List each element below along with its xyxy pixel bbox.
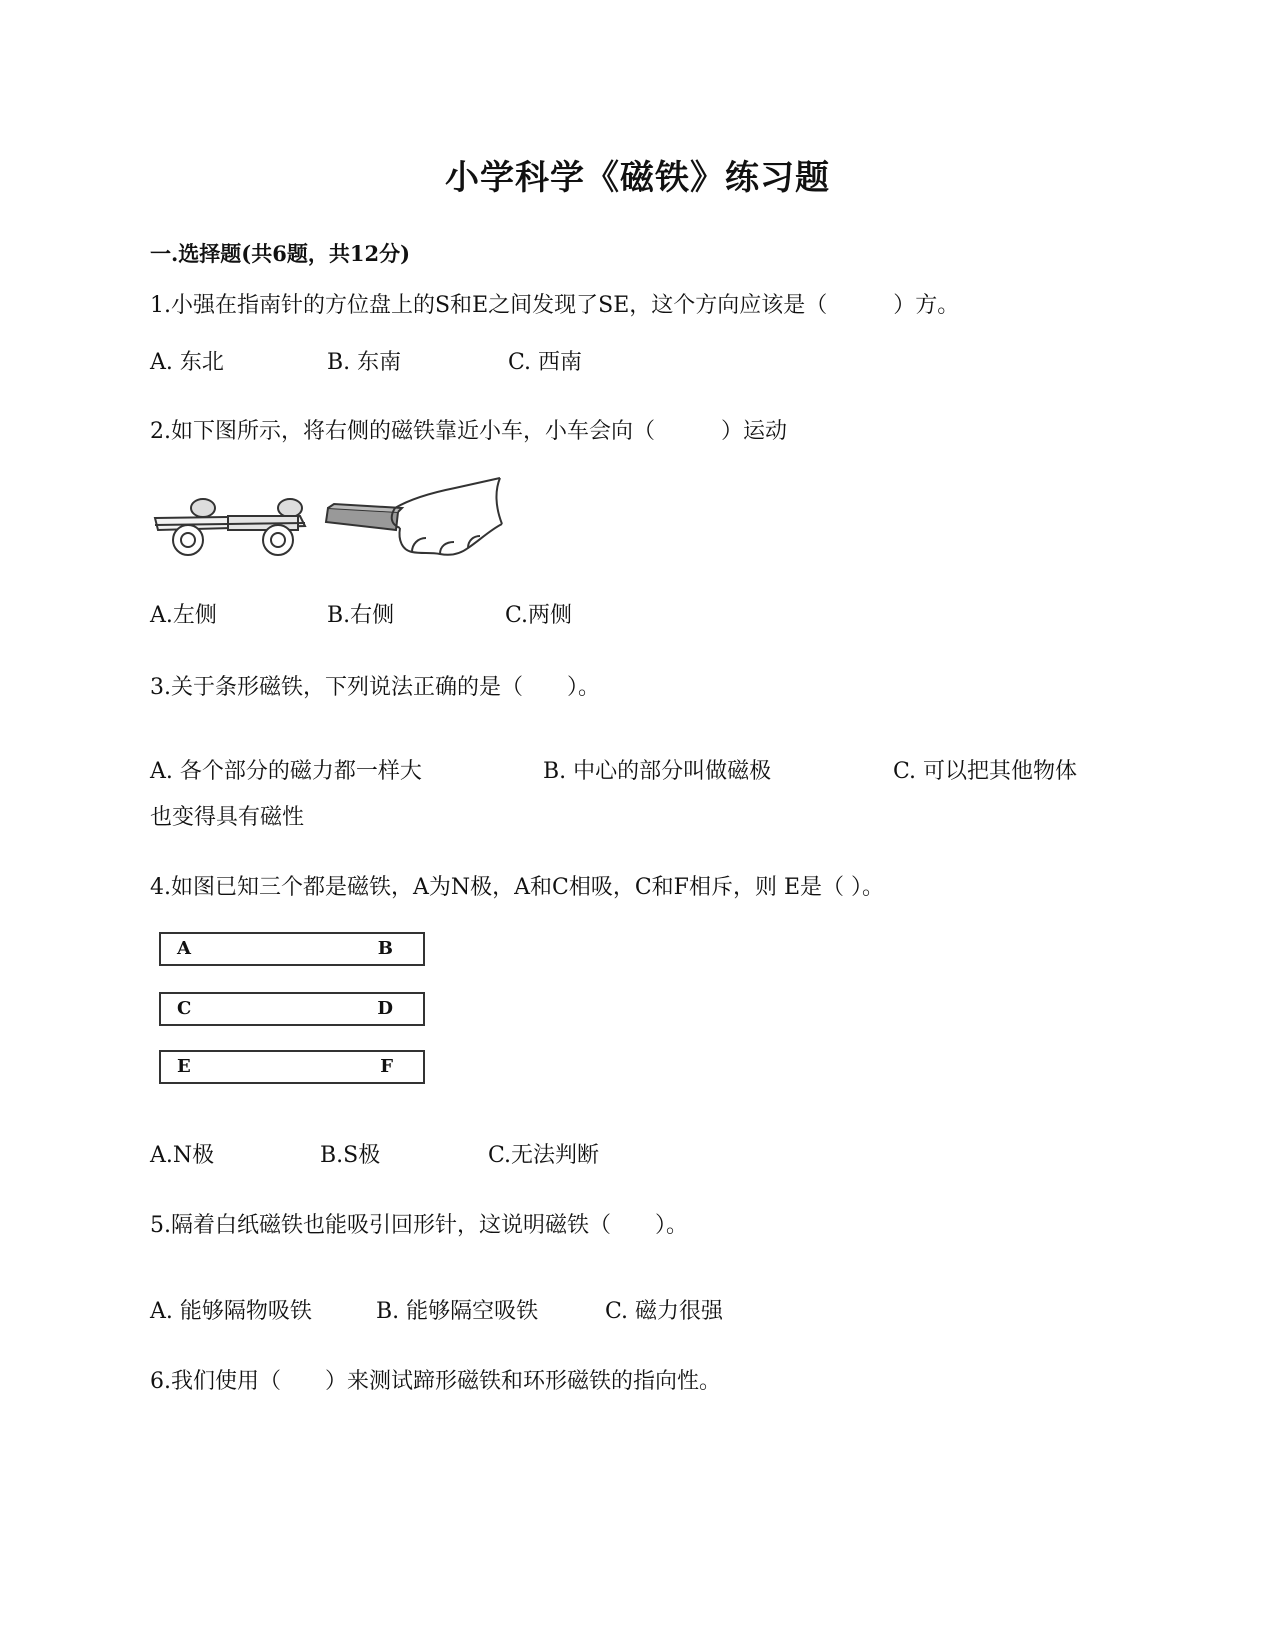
pole-label-b: B bbox=[377, 938, 393, 959]
pole-label-e: E bbox=[177, 1056, 191, 1077]
q2-option-b: B.右侧 bbox=[327, 603, 395, 628]
hand-holding-magnet-illustration bbox=[326, 478, 502, 555]
magnet-bar-3 bbox=[159, 1050, 425, 1084]
pole-label-f: F bbox=[380, 1056, 393, 1077]
question-2-stem: 2.如下图所示，将右侧的磁铁靠近小车，小车会向（ ）运动 bbox=[150, 419, 787, 444]
pole-label-d: D bbox=[377, 998, 393, 1019]
question-4-stem: 4.如图已知三个都是磁铁，A为N极，A和C相吸，C和F相斥，则 E是（ ）。 bbox=[150, 875, 884, 900]
page-title: 小学科学《磁铁》练习题 bbox=[445, 158, 830, 198]
toy-car-illustration bbox=[155, 499, 305, 555]
question-6-stem: 6.我们使用（ ）来测试蹄形磁铁和环形磁铁的指向性。 bbox=[150, 1369, 721, 1394]
pole-label-a: A bbox=[177, 938, 191, 959]
magnet-bar-2 bbox=[159, 992, 425, 1026]
q3-option-c-continuation: 也变得具有磁性 bbox=[150, 805, 305, 830]
q4-option-a: A.N极 bbox=[150, 1143, 215, 1168]
q4-option-c: C.无法判断 bbox=[488, 1143, 600, 1168]
q3-option-c: C. 可以把其他物体 bbox=[893, 759, 1078, 784]
q1-option-a: A. 东北 bbox=[150, 350, 224, 375]
q1-option-c: C. 西南 bbox=[508, 350, 583, 375]
q3-option-b: B. 中心的部分叫做磁极 bbox=[543, 759, 772, 784]
question-3-stem: 3.关于条形磁铁，下列说法正确的是（ ）。 bbox=[150, 675, 600, 700]
question-1-stem: 1.小强在指南针的方位盘上的S和E之间发现了SE，这个方向应该是（ ）方。 bbox=[150, 293, 960, 318]
pole-label-c: C bbox=[177, 998, 192, 1019]
car-and-magnet-figure bbox=[150, 470, 520, 575]
q1-option-b: B. 东南 bbox=[327, 350, 402, 375]
three-magnets-figure bbox=[159, 932, 429, 1092]
q2-option-a: A.左侧 bbox=[150, 603, 217, 628]
q3-option-a: A. 各个部分的磁力都一样大 bbox=[150, 759, 422, 784]
q5-option-a: A. 能够隔物吸铁 bbox=[150, 1299, 312, 1324]
question-5-stem: 5.隔着白纸磁铁也能吸引回形针，这说明磁铁（ ）。 bbox=[150, 1213, 688, 1238]
q2-option-c: C.两侧 bbox=[505, 603, 573, 628]
section-heading: 一.选择题(共6题，共12分) bbox=[150, 241, 411, 266]
q5-option-c: C. 磁力很强 bbox=[605, 1299, 724, 1324]
q4-option-b: B.S极 bbox=[320, 1143, 381, 1168]
magnet-bar-1 bbox=[159, 932, 425, 966]
q5-option-b: B. 能够隔空吸铁 bbox=[376, 1299, 539, 1324]
